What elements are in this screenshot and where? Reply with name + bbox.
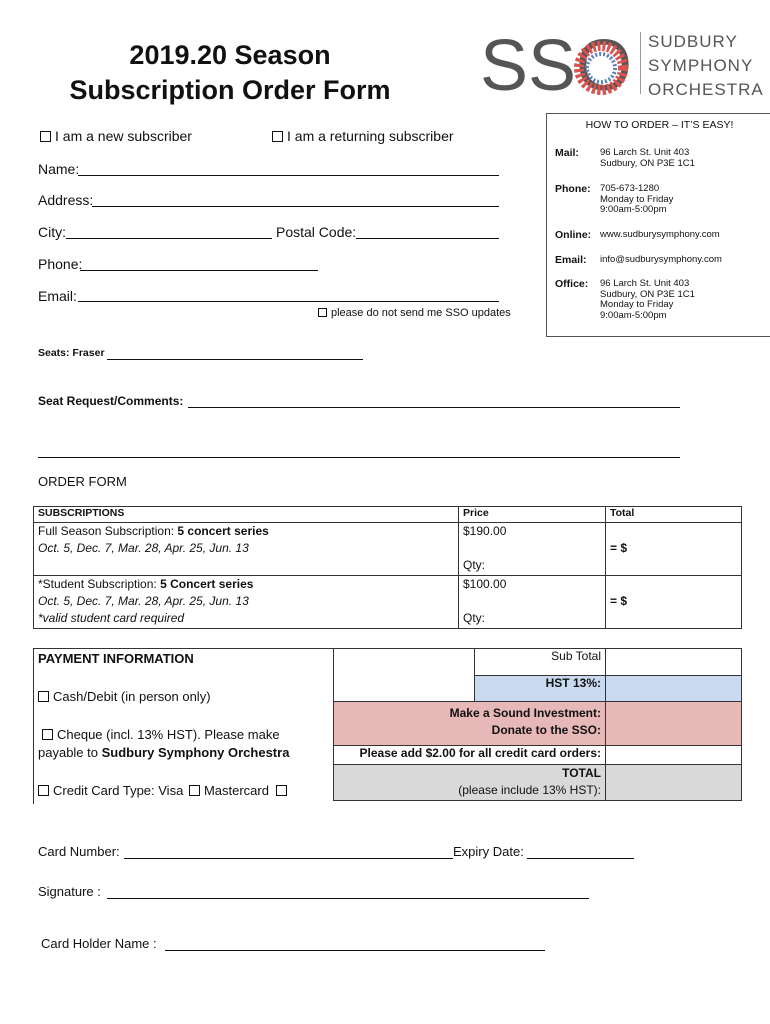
logo-letters: SSO <box>480 26 633 104</box>
table-row: Full Season Subscription: 5 concert series Oct. 5, Dec. 7, Mar. 28, Apr. 25, Jun. 13 $190.00 Qty: = $ <box>34 523 742 576</box>
expiry-field[interactable] <box>527 858 634 859</box>
col-total: Total <box>606 507 742 523</box>
how-to-order-heading: HOW TO ORDER – IT’S EASY! <box>585 119 734 131</box>
full-price: $190.00 <box>463 524 507 538</box>
email-label: Email: <box>38 288 77 304</box>
total-field[interactable] <box>606 765 742 801</box>
city-label: City: <box>38 224 66 240</box>
no-updates-option[interactable]: please do not send me SSO updates <box>318 307 511 319</box>
cheque-option[interactable]: Cheque (incl. 13% HST). Please make <box>42 727 280 742</box>
donate-field[interactable] <box>606 702 742 746</box>
cc-fee-label: Please add $2.00 for all credit card orders: <box>334 746 606 765</box>
address-label: Address: <box>38 192 94 208</box>
mail-value: 96 Larch St. Unit 403 Sudbury, ON P3E 1C1 <box>600 147 695 169</box>
student-total: = $ <box>610 594 628 608</box>
postal-label: Postal Code: <box>276 224 357 240</box>
comments-field[interactable] <box>38 457 680 458</box>
how-to-order-box <box>546 113 770 337</box>
seats-label: Seats: Fraser <box>38 347 105 359</box>
checkbox-icon[interactable] <box>40 131 51 142</box>
sso-logo <box>480 24 640 104</box>
phone-key: Phone: <box>555 183 591 195</box>
table-row: *Student Subscription: 5 Concert series Oct. 5, Dec. 7, Mar. 28, Apr. 25, Jun. 13 *valid student card required $100.00 Qty: = $ <box>34 576 742 629</box>
email-field[interactable] <box>78 301 499 302</box>
seats-field[interactable] <box>107 359 363 360</box>
mail-key: Mail: <box>555 147 579 159</box>
seat-request-label: Seat Request/Comments: <box>38 394 184 408</box>
student-qty[interactable]: Qty: <box>463 611 486 625</box>
phone-field[interactable] <box>80 270 318 271</box>
checkbox-icon[interactable] <box>38 785 49 796</box>
checkbox-icon[interactable] <box>38 691 49 702</box>
name-field[interactable] <box>78 175 499 176</box>
subtotal-field[interactable] <box>606 649 742 676</box>
signature-field[interactable] <box>107 898 589 899</box>
order-form-heading: ORDER FORM <box>38 474 127 489</box>
office-value: 96 Larch St. Unit 403 Sudbury, ON P3E 1C1 Monday to Friday 9:00am-5:00pm <box>600 278 695 321</box>
payment-info-panel <box>33 648 334 804</box>
new-subscriber-option[interactable]: I am a new subscriber <box>40 128 192 144</box>
cash-option[interactable]: Cash/Debit (in person only) <box>38 689 211 704</box>
checkbox-icon[interactable] <box>276 785 287 796</box>
office-key: Office: <box>555 278 589 290</box>
address-field[interactable] <box>92 206 499 207</box>
col-price: Price <box>459 507 606 523</box>
subscriptions-table <box>33 506 742 629</box>
signature-label: Signature : <box>38 884 101 899</box>
seat-request-field[interactable] <box>188 407 680 408</box>
online-key: Online: <box>555 229 592 241</box>
checkbox-icon[interactable] <box>272 131 283 142</box>
col-subscriptions: SUBSCRIPTIONS <box>34 507 459 523</box>
hst-field[interactable] <box>606 676 742 702</box>
cheque-payee: payable to Sudbury Symphony Orchestra <box>38 745 290 760</box>
returning-subscriber-option[interactable]: I am a returning subscriber <box>272 128 454 144</box>
card-holder-label: Card Holder Name : <box>41 936 157 951</box>
cc-fee-field[interactable] <box>606 746 742 765</box>
hst-label: HST 13%: <box>475 676 606 702</box>
full-qty[interactable]: Qty: <box>463 558 486 572</box>
city-field[interactable] <box>66 238 272 239</box>
subtotal-label: Sub Total <box>475 649 606 676</box>
card-number-label: Card Number: <box>38 844 120 859</box>
email-key: Email: <box>555 254 587 266</box>
expiry-label: Expiry Date: <box>453 844 524 859</box>
card-number-field[interactable] <box>124 858 453 859</box>
card-holder-field[interactable] <box>165 950 545 951</box>
page-title: 2019.20 Season Subscription Order Form <box>69 40 391 105</box>
sso-logo-mark <box>480 24 640 104</box>
full-total: = $ <box>610 541 628 555</box>
website-link[interactable]: www.sudburysymphony.com <box>600 229 720 240</box>
checkbox-icon[interactable] <box>189 785 200 796</box>
phone-value: 705-673-1280 Monday to Friday 9:00am-5:00pm <box>600 183 674 215</box>
logo-divider <box>640 32 641 94</box>
total-label: TOTAL (please include 13% HST): <box>334 765 606 801</box>
phone-label: Phone: <box>38 256 83 272</box>
postal-field[interactable] <box>356 238 499 239</box>
checkbox-icon[interactable] <box>42 729 53 740</box>
credit-card-option[interactable]: Credit Card Type: Visa Mastercard <box>38 783 291 798</box>
totals-table <box>333 648 742 801</box>
payment-heading: PAYMENT INFORMATION <box>38 651 194 666</box>
name-label: Name: <box>38 161 80 177</box>
email-link[interactable]: info@sudburysymphony.com <box>600 254 722 265</box>
checkbox-icon[interactable] <box>318 308 327 317</box>
student-price: $100.00 <box>463 577 507 591</box>
logo-wordmark: SUDBURY SYMPHONY ORCHESTRA <box>648 32 764 99</box>
donate-label: Make a Sound Investment: Donate to the SSO: <box>334 702 606 746</box>
